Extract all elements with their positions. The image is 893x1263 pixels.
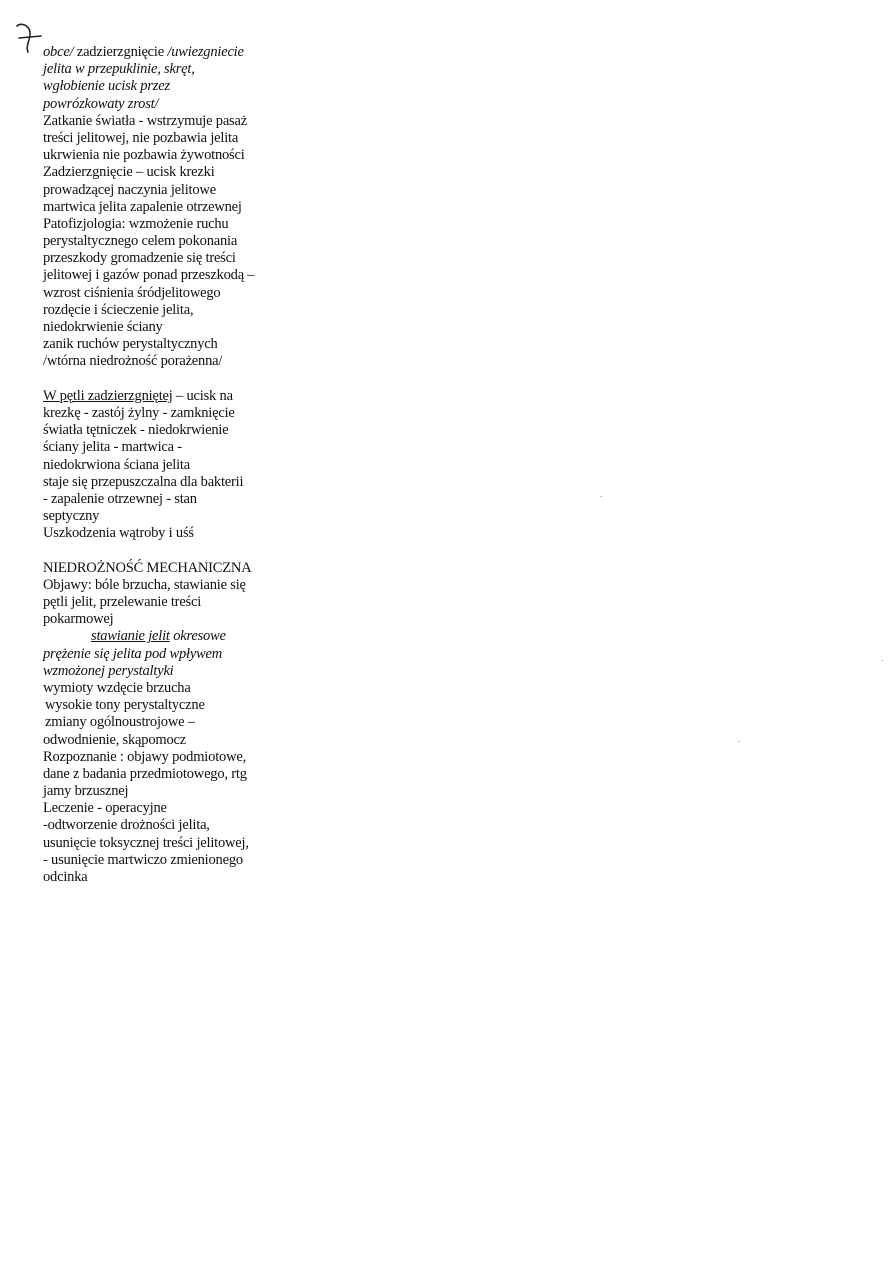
text-line [43,353,283,370]
text-fragment: treści jelitowej, nie pozbawia jelita [43,129,239,146]
text-line [43,835,283,852]
text-line [43,749,283,766]
text-fragment: jelitowej i gazów ponad przeszkodą – [43,267,255,284]
text-line [43,577,283,594]
text-line [43,783,283,800]
text-fragment: stawianie jelit [91,628,170,645]
text-fragment: zmiany ogólnoustrojowe – [45,714,195,731]
text-fragment: zanik ruchów perystaltycznych [43,336,218,353]
text-line [43,817,283,834]
text-fragment: /wtórna niedrożność porażenna/ [43,353,223,370]
text-line [43,560,283,577]
text-line [43,491,283,508]
text-line [43,852,283,869]
text-fragment: światła tętniczek - niedokrwienie [43,422,229,439]
text-line [43,439,283,456]
text-line [43,388,283,405]
text-fragment: Objawy: bóle brzucha, stawianie się [43,576,246,593]
text-fragment: staje się przepuszczalna dla bakterii [43,473,244,490]
text-fragment: pokarmowej [43,611,114,628]
text-fragment: Uszkodzenia wątroby i uśś [43,525,194,542]
text-line [43,800,283,817]
text-line [43,474,283,491]
text-fragment: zadzierzgnięcie [73,44,168,60]
section-mechanical-obstruction [43,560,283,887]
scan-speck [881,660,883,661]
text-fragment: wymioty wzdęcie brzucha [43,679,191,696]
text-line [43,869,283,886]
text-fragment: jelita w przepuklinie, skręt, [43,61,195,78]
text-line [43,611,283,628]
text-fragment: rozdęcie i ścieczenie jelita, [43,301,194,318]
text-line [43,44,283,61]
text-line [43,405,283,422]
text-fragment: -odtworzenie drożności jelita, [43,817,210,834]
text-line [43,267,283,284]
text-line [43,663,283,680]
text-fragment: Patofizjologia: wzmożenie ruchu [43,215,229,232]
text-fragment: prężenie się jelita pod wpływem [43,645,223,662]
text-line [43,628,283,645]
text-fragment: - usunięcie martwiczo zmienionego [43,851,243,868]
scan-speck [600,496,602,497]
text-fragment: dane z badania przedmiotowego, rtg [43,765,247,782]
text-fragment: Leczenie - operacyjne [43,800,167,817]
text-line [43,319,283,336]
text-fragment: jamy brzusznej [43,783,129,800]
text-fragment: perystaltycznego celem pokonania [43,233,238,250]
section-intro [43,44,283,371]
text-fragment: ukrwienia nie pozbawia żywotności [43,147,245,164]
text-line [43,199,283,216]
text-line [43,508,283,525]
text-line [43,233,283,250]
text-line [43,61,283,78]
text-fragment: – ucisk na [172,387,233,404]
text-fragment: ściany jelita - martwica - [43,439,182,456]
text-fragment: Zadzierzgnięcie – ucisk krezki [43,164,215,181]
text-fragment: W pętli zadzierzgniętej [43,387,173,404]
paragraph-gap [43,542,283,559]
text-fragment: NIEDROŻNOŚĆ MECHANICZNA [43,559,252,576]
text-line [43,250,283,267]
text-fragment: odcinka [43,869,88,885]
text-line [43,216,283,233]
text-line [43,147,283,164]
text-line [43,697,283,714]
text-fragment: okresowe [169,628,226,645]
text-fragment: Zatkanie światła - wstrzymuje pasaż [43,112,247,129]
text-line [43,302,283,319]
handwritten-page-number [10,18,44,54]
text-fragment: Rozpoznanie : objawy podmiotowe, [43,748,247,765]
text-line [43,732,283,749]
text-line [43,96,283,113]
text-fragment: wzrost ciśnienia śródjelitowego [43,284,221,301]
text-fragment: usunięcie toksycznej treści jelitowej, [43,834,249,851]
paragraph-gap [43,371,283,388]
text-fragment: niedokrwienie ściany [43,319,163,335]
text-fragment: przeszkody gromadzenie się treści [43,250,236,267]
notes-text-column [43,44,283,886]
text-line [43,457,283,474]
text-fragment: - zapalenie otrzewnej - stan [43,490,197,507]
text-fragment: powrózkowaty zrost/ [43,95,159,112]
text-line [43,766,283,783]
text-line [43,680,283,697]
handwritten-seven-icon [10,18,44,54]
text-line [43,285,283,302]
text-fragment: wysokie tony perystaltyczne [45,697,205,714]
text-fragment: wgłobienie ucisk przez [43,78,170,95]
text-fragment: septyczny [43,508,100,525]
text-fragment: /uwiezgniecie [167,44,244,60]
text-fragment: krezkę - zastój żylny - zamknięcie [43,404,235,421]
text-line [43,646,283,663]
text-fragment: niedokrwiona ściana jelita [43,456,190,473]
text-line [43,113,283,130]
text-line [43,714,283,731]
text-line [43,525,283,542]
text-line [43,78,283,95]
text-line [43,130,283,147]
text-fragment: wzmożonej perystaltyki [43,662,174,679]
text-line [43,164,283,181]
text-fragment: obce/ [43,44,74,60]
text-line [43,422,283,439]
text-fragment: prowadzącej naczynia jelitowe [43,181,216,198]
section-strangulation [43,388,283,543]
text-fragment: pętli jelit, przelewanie treści [43,594,202,610]
text-line [43,182,283,199]
text-line [43,594,283,611]
text-fragment: odwodnienie, skąpomocz [43,731,186,748]
scan-speck [738,741,740,742]
text-fragment: martwica jelita zapalenie otrzewnej [43,198,242,215]
text-line [43,336,283,353]
